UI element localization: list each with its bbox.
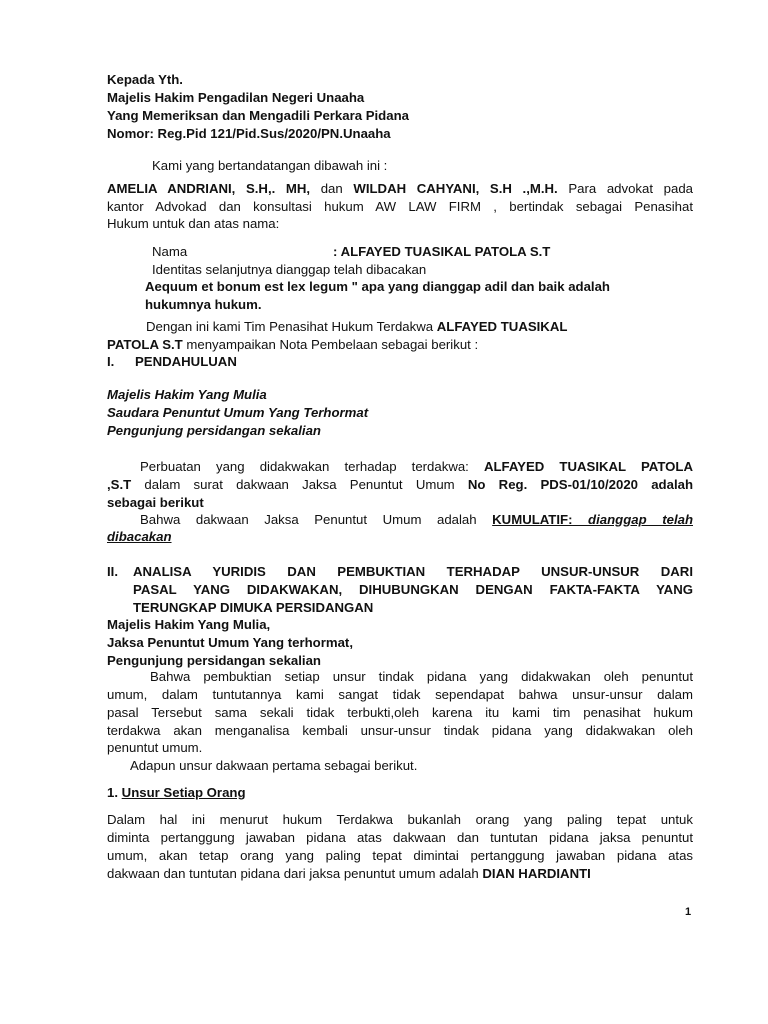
defendant-name: ALFAYED TUASIKAL — [436, 319, 568, 334]
legal-maxim-line-2: hukumnya hukum. — [145, 297, 262, 312]
s2-para-line-5: penuntut umum. — [107, 740, 203, 755]
sub1-line-1: Dalam hal ini menurut hukum Terdakwa bukanlah orang yang paling tepat untuk — [107, 812, 693, 827]
s2-greeting-audience: Pengunjung persidangan sekalian — [107, 653, 321, 668]
subsection-1-title: Unsur Setiap Orang — [121, 785, 246, 800]
intro-behalf-line: Hukum untuk dan atas nama: — [107, 216, 280, 231]
greeting-judges: Majelis Hakim Yang Mulia — [107, 387, 267, 402]
legal-maxim-line-1: Aequum et bonum est lex legum " apa yang dianggap adil dan baik adalah — [145, 279, 610, 294]
intro-opening: Kami yang bertandatangan dibawah ini : — [152, 158, 388, 173]
page-number: 1 — [685, 906, 692, 918]
section-2-number: II. — [107, 564, 118, 579]
charge-line-2 — [107, 476, 693, 494]
statement-suffix: menyampaikan Nota Pembelaan sebagai berikut : — [182, 337, 479, 352]
sub1-line-4 — [107, 865, 591, 883]
charge-defendant-name-cont: ,S.T — [107, 477, 132, 492]
charge-register-number: No Reg. PDS-01/10/2020 adalah — [467, 477, 693, 492]
s2-greeting-prosecutor: Jaksa Penuntut Umum Yang terhormat, — [107, 635, 353, 650]
intro-firm-line: kantor Advokad dan konsultasi hukum AW LAW FIRM , bertindak sebagai Penasihat — [107, 199, 693, 214]
indictment-line-2: dibacakan — [107, 529, 172, 544]
subsection-1-number: 1. — [107, 785, 122, 800]
sub1-line-3: umum, akan tetap orang yang paling tepat dimintai pertanggung jawaban pidana atas — [107, 848, 693, 863]
intro-advocates-line — [107, 180, 693, 198]
statement-line-2 — [107, 336, 478, 354]
statement-prefix: Dengan ini kami Tim Penasihat Hukum Terdakwa — [146, 319, 437, 334]
charge-defendant-name: ALFAYED TUASIKAL PATOLA — [483, 459, 693, 474]
advocate-name-2: WILDAH CAHYANI, S.H .,M.H. — [353, 181, 558, 196]
recipient-court: Majelis Hakim Pengadilan Negeri Unaaha — [107, 90, 365, 105]
s2-para-2: Adapun unsur dakwaan pertama sebagai berikut. — [130, 758, 418, 773]
charge-prefix: Perbuatan yang didakwakan terhadap terdakwa: — [140, 459, 484, 474]
advocate-name-1: AMELIA ANDRIANI, S.H,. MH, — [107, 181, 311, 196]
recipient-line: Kepada Yth. — [107, 72, 183, 87]
client-name-label: Nama — [152, 244, 188, 259]
charge-mid: dalam surat dakwaan Jaksa Penuntut Umum — [131, 477, 468, 492]
section-2-title-3: TERUNGKAP DIMUKA PERSIDANGAN — [133, 600, 374, 615]
indictment-read: dianggap telah — [572, 512, 693, 527]
charge-line-1 — [140, 458, 693, 476]
s2-para-line-4: terdakwa akan menganalisa kembali unsur-unsur tindak pidana yang didakwakan oleh — [107, 723, 693, 738]
charge-line-3: sebagai berikut — [107, 495, 204, 510]
sub1-line-4-text: dakwaan dan tuntutan pidana dari jaksa penuntut umum adalah — [107, 866, 483, 881]
case-number: Nomor: Reg.Pid 121/Pid.Sus/2020/PN.Unaaha — [107, 126, 391, 141]
section-1-number: I. — [107, 354, 115, 369]
indictment-prefix: Bahwa dakwaan Jaksa Penuntut Umum adalah — [140, 512, 493, 527]
conjunction: dan — [310, 181, 354, 196]
defendant-name-cont: PATOLA S.T — [107, 337, 183, 352]
s2-para-line-2: umum, dalam tuntutannya kami sangat tidak sependapat bahwa unsur-unsur dalam — [107, 687, 693, 702]
client-identity: Identitas selanjutnya dianggap telah dibacakan — [152, 262, 427, 277]
indictment-line-1 — [140, 511, 693, 529]
subsection-1-heading — [107, 784, 246, 802]
section-2-title-2: PASAL YANG DIDAKWAKAN, DIHUBUNGKAN DENGAN FAKTA-FAKTA YANG — [133, 582, 693, 597]
client-name-value: : ALFAYED TUASIKAL PATOLA S.T — [333, 244, 551, 259]
recipient-panel: Yang Memeriksan dan Mengadili Perkara Pidana — [107, 108, 409, 123]
intro-text: Para advokat pada — [557, 181, 693, 196]
greeting-audience: Pengunjung persidangan sekalian — [107, 423, 321, 438]
section-1-title: PENDAHULUAN — [135, 354, 237, 369]
s2-para-line-3: pasal Tersebut sama sekali tidak terbukti,oleh karena itu kami tim penasihat hukum — [107, 705, 693, 720]
indictment-type: KUMULATIF: — [492, 512, 573, 527]
s2-para-line-1: Bahwa pembuktian setiap unsur tindak pidana yang didakwakan oleh penuntut — [150, 669, 693, 684]
sub1-line-2: diminta pertanggung jawaban pidana atas dakwaan dan tuntutan pidana jaksa penuntut — [107, 830, 693, 845]
s2-greeting-judges: Majelis Hakim Yang Mulia, — [107, 617, 271, 632]
statement-line-1 — [146, 318, 567, 336]
greeting-prosecutor: Saudara Penuntut Umum Yang Terhormat — [107, 405, 369, 420]
section-2-title-1: ANALISA YURIDIS DAN PEMBUKTIAN TERHADAP UNSUR-UNSUR DARI — [133, 564, 693, 579]
responsible-person-name: DIAN HARDIANTI — [482, 866, 591, 881]
